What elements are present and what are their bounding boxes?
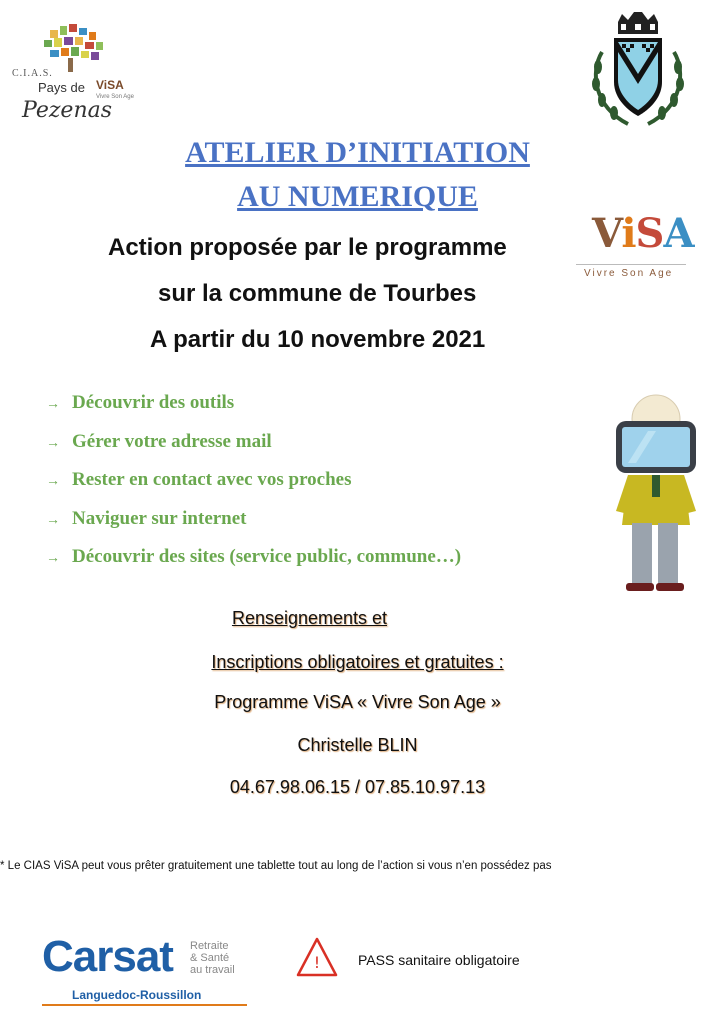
person-tablet-illustration	[608, 393, 703, 598]
warning-symbol: !	[313, 953, 321, 972]
page-title-line-1: ATELIER D’INITIATION	[185, 136, 530, 169]
list-item	[46, 469, 461, 508]
carsat-logo	[42, 932, 252, 1008]
cias-pezenas-logo	[10, 22, 135, 127]
subtitle-line-3: A partir du 10 novembre 2021	[150, 326, 486, 353]
page-title-line-2: AU NUMERIQUE	[237, 180, 478, 213]
list-item-label: Gérer votre adresse mail	[72, 430, 272, 452]
visa-logo	[574, 210, 694, 285]
visa-small-sub: Vivre Son Age	[96, 94, 134, 100]
arrow-right-icon: →	[46, 474, 60, 489]
visa-logo-text: ViSA	[592, 210, 694, 257]
carsat-tag-1: Retraite	[190, 940, 229, 952]
arrow-right-icon: →	[46, 435, 60, 451]
contact-name: Christelle BLIN	[297, 735, 418, 755]
carsat-tagline	[190, 940, 235, 976]
activity-list	[46, 392, 461, 585]
list-item-label: Naviguer sur internet	[72, 507, 247, 529]
list-item-label: Découvrir des outils	[72, 392, 235, 413]
warning-icon	[296, 937, 338, 977]
list-item	[46, 546, 461, 585]
visa-logo-divider	[576, 264, 686, 265]
footnote: * Le CIAS ViSA peut vous prêter gratuitement une tablette tout au long de l’action si vous n’en possédez pas	[0, 860, 552, 872]
arrow-right-icon: →	[46, 512, 60, 528]
list-item	[46, 392, 461, 431]
info-line-2: Inscriptions obligatoires et gratuites :	[211, 652, 504, 672]
program-name: Programme ViSA « Vivre Son Age »	[214, 692, 501, 712]
visa-logo-sub: Vivre Son Age	[584, 268, 674, 279]
cias-city: Pezenas	[22, 98, 113, 123]
arrow-right-icon: →	[46, 551, 60, 566]
carsat-underline	[42, 1004, 247, 1006]
list-item-label: Rester en contact avec vos proches	[72, 469, 352, 490]
subtitle-line-2: sur la commune de Tourbes	[158, 280, 477, 307]
cias-pays: Pays de	[38, 80, 85, 95]
contact-phones: 04.67.98.06.15 / 07.85.10.97.13	[229, 777, 486, 797]
list-item	[46, 508, 461, 547]
arrow-right-icon: →	[46, 397, 60, 412]
pass-sanitaire-text: PASS sanitaire obligatoire	[358, 952, 520, 968]
visa-small-logo-text: ViSA	[96, 78, 124, 92]
cias-prefix: C.I.A.S.	[12, 68, 53, 79]
carsat-tag-2: & Santé	[190, 952, 230, 964]
carsat-region: Languedoc-Roussillon	[72, 988, 202, 1002]
carsat-tag-3: au travail	[190, 964, 235, 976]
subtitle-line-1: Action proposée par le programme	[108, 234, 507, 261]
list-item-label: Découvrir des sites (service public, commune…)	[72, 546, 462, 567]
list-item	[46, 431, 461, 470]
carsat-name: Carsat	[42, 932, 173, 981]
town-crest-icon	[588, 12, 688, 132]
info-line-1: Renseignements et	[231, 608, 388, 628]
